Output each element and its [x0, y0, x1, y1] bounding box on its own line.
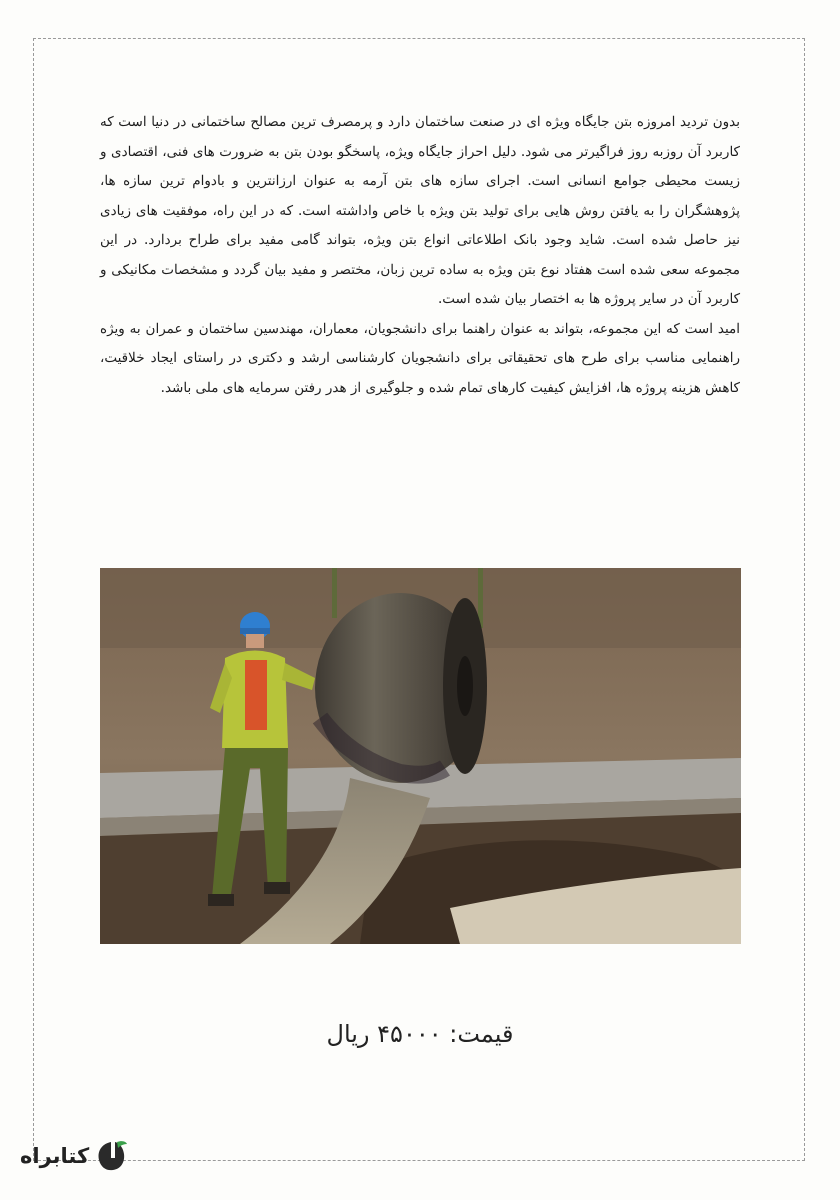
publisher-brand: [20, 1138, 129, 1174]
brand-name: کتابراه: [20, 1144, 90, 1168]
concrete-canvas-photo: [100, 568, 741, 944]
ketabrah-logo-icon: [93, 1138, 129, 1174]
paragraph-1: بدون تردید امروزه بتن جایگاه ویژه ای در صنعت ساختمان دارد و پرمصرف ترین مصالح ساختمانی در دنیا است که کاربرد آن روزبه روز فراگیرتر می شود. دلیل احراز جایگاه ویژه، پاسخگو بودن بتن به ضرورت های فنی، اقتصادی و زیست محیطی جوامع انسانی است. اجرای سازه های بتن آرمه به عنوان ارزانترین و بادوام ترین سازه ها، پژوهشگران را به یافتن روش هایی برای تولید بتن ویژه با خاص واداشته است. که در این راه، موفقیت های زیادی نیز حاصل شده است. شاید وجود بانک اطلاعاتی انواع بتن ویژه، بتواند گامی مفید برای طراح بردارد. در این مجموعه سعی شده است هفتاد نوع بتن ویژه به ساده ترین زبان، مختصر و مفید بیان گردد و مشخصات مکانیکی و کاربرد آن در سایر پروژه ها به اختصار بیان شده است.: [100, 114, 740, 307]
paragraph-2: امید است که این مجموعه، بتواند به عنوان راهنما برای دانشجویان، معماران، مهندسین ساختمان و عمران به ویژه راهنمایی مناسب برای طرح های تحقیقاتی برای دانشجویان کارشناسی ارشد و دکتری در راستای ایجاد خلاقیت، کاهش هزینه پروژه ها، افزایش کیفیت کارهای تمام شده و جلوگیری از هدر رفتن سرمایه های ملی باشد.: [100, 320, 740, 396]
body-text: [100, 108, 740, 403]
price-label: قیمت: ۴۵۰۰۰ ریال: [326, 1020, 514, 1048]
